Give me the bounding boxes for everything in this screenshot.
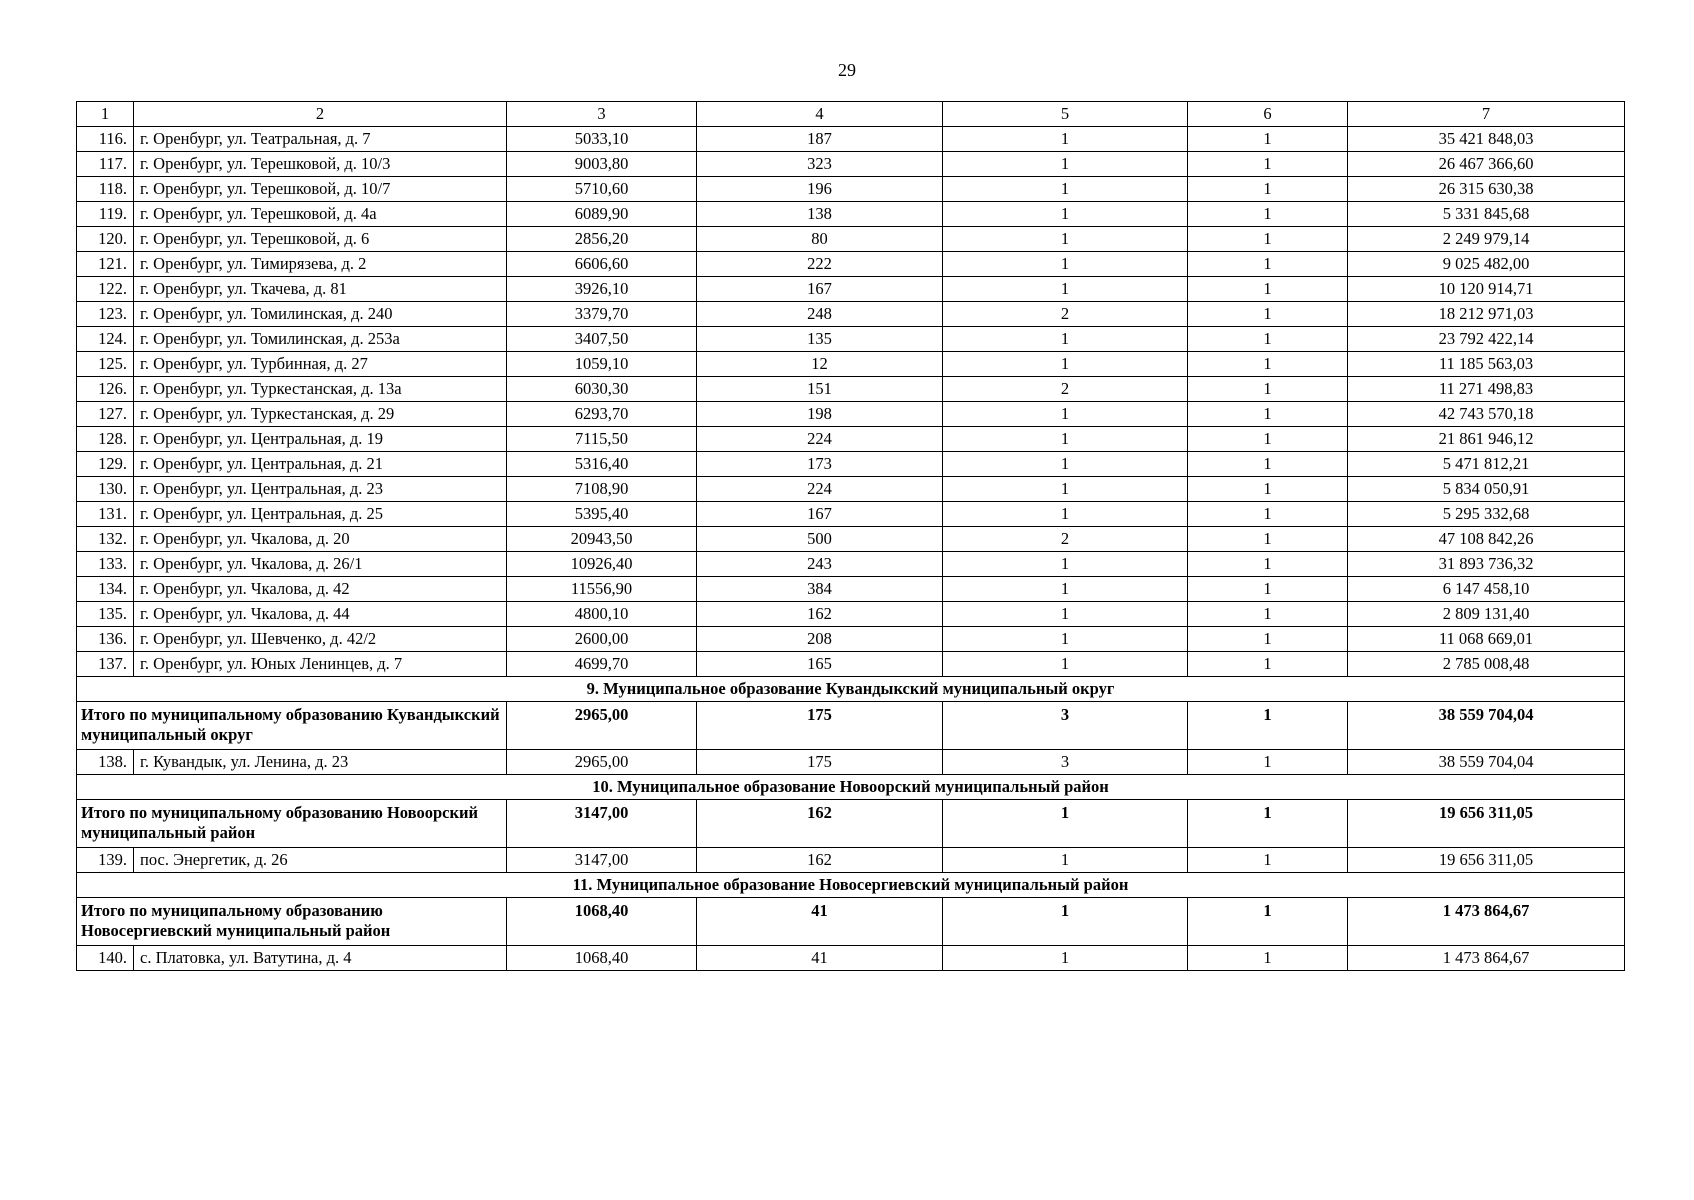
- table-cell: 1: [1188, 627, 1348, 652]
- table-cell: 127.: [77, 402, 134, 427]
- table-cell: 323: [697, 152, 943, 177]
- table-cell: 1: [1188, 227, 1348, 252]
- table-cell: 1: [943, 602, 1188, 627]
- table-cell: 139.: [77, 848, 134, 873]
- table-row: [77, 152, 1625, 177]
- table-cell: 5 834 050,91: [1348, 477, 1625, 502]
- table-cell: 1: [1188, 127, 1348, 152]
- table-row: [77, 602, 1625, 627]
- table-row: [77, 277, 1625, 302]
- table-cell: 6606,60: [507, 252, 697, 277]
- table-row: [77, 202, 1625, 227]
- table-cell: 384: [697, 577, 943, 602]
- table-cell: 1: [1188, 152, 1348, 177]
- column-number: 1: [77, 102, 134, 127]
- table-cell: 1: [1188, 602, 1348, 627]
- table-row: [77, 946, 1625, 971]
- section-heading-row: [77, 775, 1625, 800]
- table-cell: 129.: [77, 452, 134, 477]
- table-cell: 1: [943, 127, 1188, 152]
- table-cell: 9 025 482,00: [1348, 252, 1625, 277]
- table-cell: 2965,00: [507, 750, 697, 775]
- table-cell: 2 809 131,40: [1348, 602, 1625, 627]
- table-cell: 3407,50: [507, 327, 697, 352]
- table-cell: 1: [1188, 252, 1348, 277]
- table-row: [77, 452, 1625, 477]
- table-cell: 4699,70: [507, 652, 697, 677]
- table-cell: г. Оренбург, ул. Чкалова, д. 42: [134, 577, 507, 602]
- table-cell: 5 295 332,68: [1348, 502, 1625, 527]
- table-cell: 151: [697, 377, 943, 402]
- table-cell: 1: [1188, 577, 1348, 602]
- section-total-cell: 1: [1188, 800, 1348, 848]
- table-cell: г. Оренбург, ул. Центральная, д. 21: [134, 452, 507, 477]
- table-cell: 124.: [77, 327, 134, 352]
- section-total-cell: 1: [1188, 702, 1348, 750]
- table-cell: 5033,10: [507, 127, 697, 152]
- table-cell: 243: [697, 552, 943, 577]
- table-cell: 1: [943, 327, 1188, 352]
- table-cell: 1: [943, 227, 1188, 252]
- table-cell: 7108,90: [507, 477, 697, 502]
- table-row: [77, 377, 1625, 402]
- table-cell: 1: [1188, 652, 1348, 677]
- table-cell: 2: [943, 377, 1188, 402]
- table-cell: 1: [1188, 946, 1348, 971]
- table-cell: 12: [697, 352, 943, 377]
- section-heading-row: [77, 677, 1625, 702]
- table-cell: 38 559 704,04: [1348, 750, 1625, 775]
- table-cell: г. Оренбург, ул. Чкалова, д. 20: [134, 527, 507, 552]
- table-cell: 41: [697, 946, 943, 971]
- table-cell: 1: [943, 577, 1188, 602]
- table-cell: 7115,50: [507, 427, 697, 452]
- table-cell: 3147,00: [507, 848, 697, 873]
- table-row: [77, 527, 1625, 552]
- section-total-cell: 162: [697, 800, 943, 848]
- table-cell: 138: [697, 202, 943, 227]
- table-cell: 31 893 736,32: [1348, 552, 1625, 577]
- table-row: [77, 502, 1625, 527]
- table-cell: 1: [943, 277, 1188, 302]
- column-number: 2: [134, 102, 507, 127]
- table-cell: 125.: [77, 352, 134, 377]
- table-cell: 11 068 669,01: [1348, 627, 1625, 652]
- table-cell: 198: [697, 402, 943, 427]
- table-cell: 132.: [77, 527, 134, 552]
- table-cell: 135.: [77, 602, 134, 627]
- table-cell: 26 315 630,38: [1348, 177, 1625, 202]
- table-cell: 42 743 570,18: [1348, 402, 1625, 427]
- table-cell: 1: [1188, 302, 1348, 327]
- table-row: [77, 577, 1625, 602]
- table-cell: 18 212 971,03: [1348, 302, 1625, 327]
- table-cell: 1: [943, 202, 1188, 227]
- table-cell: г. Оренбург, ул. Туркестанская, д. 13а: [134, 377, 507, 402]
- table-cell: 222: [697, 252, 943, 277]
- table-cell: 1068,40: [507, 946, 697, 971]
- table-cell: 5 471 812,21: [1348, 452, 1625, 477]
- table-cell: 1: [943, 502, 1188, 527]
- table-cell: 134.: [77, 577, 134, 602]
- table-cell: 1: [943, 352, 1188, 377]
- table-cell: 175: [697, 750, 943, 775]
- table-cell: г. Оренбург, ул. Томилинская, д. 253а: [134, 327, 507, 352]
- table-cell: 26 467 366,60: [1348, 152, 1625, 177]
- table-cell: 6030,30: [507, 377, 697, 402]
- table-cell: 2: [943, 302, 1188, 327]
- table-cell: 133.: [77, 552, 134, 577]
- column-number: 7: [1348, 102, 1625, 127]
- section-total-cell: 1 473 864,67: [1348, 898, 1625, 946]
- table-cell: г. Оренбург, ул. Юных Ленинцев, д. 7: [134, 652, 507, 677]
- table-cell: г. Оренбург, ул. Терешковой, д. 10/3: [134, 152, 507, 177]
- table-cell: 162: [697, 848, 943, 873]
- section-heading: 10. Муниципальное образование Новоорский муниципальный район: [77, 775, 1625, 800]
- page-number: 29: [838, 60, 856, 80]
- table-cell: 9003,80: [507, 152, 697, 177]
- table-cell: 47 108 842,26: [1348, 527, 1625, 552]
- table-row: [77, 252, 1625, 277]
- table-row: [77, 327, 1625, 352]
- table-cell: 10 120 914,71: [1348, 277, 1625, 302]
- section-heading: 11. Муниципальное образование Новосергиевский муниципальный район: [77, 873, 1625, 898]
- table-cell: 1: [1188, 427, 1348, 452]
- section-total-row: [77, 800, 1625, 848]
- table-cell: 4800,10: [507, 602, 697, 627]
- table-cell: 3379,70: [507, 302, 697, 327]
- table-row: [77, 750, 1625, 775]
- section-heading-row: [77, 873, 1625, 898]
- table-cell: с. Платовка, ул. Ватутина, д. 4: [134, 946, 507, 971]
- table-cell: г. Оренбург, ул. Терешковой, д. 10/7: [134, 177, 507, 202]
- table-cell: 224: [697, 477, 943, 502]
- table-cell: 2 249 979,14: [1348, 227, 1625, 252]
- table-cell: 11 271 498,83: [1348, 377, 1625, 402]
- section-total-row: [77, 702, 1625, 750]
- table-cell: 1: [943, 652, 1188, 677]
- table-cell: 20943,50: [507, 527, 697, 552]
- table-cell: г. Оренбург, ул. Чкалова, д. 26/1: [134, 552, 507, 577]
- table-cell: 1: [943, 402, 1188, 427]
- table-cell: 1: [1188, 177, 1348, 202]
- table-cell: 1: [1188, 552, 1348, 577]
- table-cell: 187: [697, 127, 943, 152]
- table-cell: 1: [1188, 352, 1348, 377]
- table-cell: 2856,20: [507, 227, 697, 252]
- table-row: [77, 477, 1625, 502]
- table-cell: г. Оренбург, ул. Центральная, д. 19: [134, 427, 507, 452]
- table-cell: 1: [1188, 377, 1348, 402]
- table-cell: 135: [697, 327, 943, 352]
- table-cell: 116.: [77, 127, 134, 152]
- table-cell: 3: [943, 750, 1188, 775]
- table-cell: 1: [943, 152, 1188, 177]
- table-cell: 1: [943, 252, 1188, 277]
- column-number-row: [77, 102, 1625, 127]
- table-cell: 123.: [77, 302, 134, 327]
- table-cell: 35 421 848,03: [1348, 127, 1625, 152]
- section-total-cell: 41: [697, 898, 943, 946]
- column-number: 6: [1188, 102, 1348, 127]
- table-cell: г. Оренбург, ул. Томилинская, д. 240: [134, 302, 507, 327]
- table-cell: 1: [1188, 750, 1348, 775]
- table-row: [77, 652, 1625, 677]
- table-cell: 1: [943, 177, 1188, 202]
- table-row: [77, 627, 1625, 652]
- table-cell: 1: [943, 452, 1188, 477]
- table-cell: 2: [943, 527, 1188, 552]
- table-cell: 1: [1188, 277, 1348, 302]
- table-cell: 2600,00: [507, 627, 697, 652]
- table-cell: 1: [943, 627, 1188, 652]
- table-row: [77, 227, 1625, 252]
- table-cell: 208: [697, 627, 943, 652]
- table-cell: 130.: [77, 477, 134, 502]
- section-total-row: [77, 898, 1625, 946]
- table-cell: г. Оренбург, ул. Туркестанская, д. 29: [134, 402, 507, 427]
- section-total-label: Итого по муниципальному образованию Новосергиевский муниципальный район: [77, 898, 507, 946]
- table-cell: 121.: [77, 252, 134, 277]
- table-row: [77, 427, 1625, 452]
- table-cell: 6089,90: [507, 202, 697, 227]
- section-total-cell: 3147,00: [507, 800, 697, 848]
- table-cell: 1: [943, 427, 1188, 452]
- table-cell: 1059,10: [507, 352, 697, 377]
- table-row: [77, 848, 1625, 873]
- table-cell: 1: [1188, 848, 1348, 873]
- table-cell: 11556,90: [507, 577, 697, 602]
- table-row: [77, 177, 1625, 202]
- column-number: 4: [697, 102, 943, 127]
- table-cell: 138.: [77, 750, 134, 775]
- table-cell: 3926,10: [507, 277, 697, 302]
- table-cell: 122.: [77, 277, 134, 302]
- table-cell: 5316,40: [507, 452, 697, 477]
- table-cell: 1: [943, 946, 1188, 971]
- table-cell: 1: [1188, 502, 1348, 527]
- table-cell: 117.: [77, 152, 134, 177]
- table-cell: 1 473 864,67: [1348, 946, 1625, 971]
- table-cell: 167: [697, 277, 943, 302]
- table-cell: 80: [697, 227, 943, 252]
- section-total-cell: 19 656 311,05: [1348, 800, 1625, 848]
- table-cell: г. Оренбург, ул. Чкалова, д. 44: [134, 602, 507, 627]
- table-cell: 196: [697, 177, 943, 202]
- table-cell: 5 331 845,68: [1348, 202, 1625, 227]
- table-cell: 162: [697, 602, 943, 627]
- table-cell: 1: [1188, 202, 1348, 227]
- column-number: 5: [943, 102, 1188, 127]
- table-cell: г. Оренбург, ул. Терешковой, д. 4а: [134, 202, 507, 227]
- table-cell: 1: [1188, 327, 1348, 352]
- table-row: [77, 352, 1625, 377]
- table-cell: 118.: [77, 177, 134, 202]
- table-cell: 248: [697, 302, 943, 327]
- table-cell: г. Оренбург, ул. Театральная, д. 7: [134, 127, 507, 152]
- table-cell: г. Оренбург, ул. Тимирязева, д. 2: [134, 252, 507, 277]
- table-cell: г. Оренбург, ул. Центральная, д. 25: [134, 502, 507, 527]
- table-row: [77, 302, 1625, 327]
- table-cell: г. Оренбург, ул. Турбинная, д. 27: [134, 352, 507, 377]
- table-cell: 1: [943, 552, 1188, 577]
- table-cell: 6293,70: [507, 402, 697, 427]
- table-row: [77, 127, 1625, 152]
- table-cell: г. Оренбург, ул. Терешковой, д. 6: [134, 227, 507, 252]
- table-cell: 173: [697, 452, 943, 477]
- table-cell: 167: [697, 502, 943, 527]
- table-cell: 128.: [77, 427, 134, 452]
- section-total-label: Итого по муниципальному образованию Кувандыкский муниципальный округ: [77, 702, 507, 750]
- section-total-cell: 1: [943, 800, 1188, 848]
- table-cell: пос. Энергетик, д. 26: [134, 848, 507, 873]
- table-cell: г. Кувандык, ул. Ленина, д. 23: [134, 750, 507, 775]
- table-cell: г. Оренбург, ул. Ткачева, д. 81: [134, 277, 507, 302]
- table-cell: 2 785 008,48: [1348, 652, 1625, 677]
- section-total-cell: 3: [943, 702, 1188, 750]
- section-heading: 9. Муниципальное образование Кувандыкский муниципальный округ: [77, 677, 1625, 702]
- table-row: [77, 552, 1625, 577]
- section-total-cell: 1: [1188, 898, 1348, 946]
- column-number: 3: [507, 102, 697, 127]
- table-cell: 224: [697, 427, 943, 452]
- table-cell: 11 185 563,03: [1348, 352, 1625, 377]
- table-cell: 1: [1188, 402, 1348, 427]
- table-cell: 23 792 422,14: [1348, 327, 1625, 352]
- data-table: [76, 101, 1625, 971]
- table-cell: 1: [943, 848, 1188, 873]
- table-cell: 19 656 311,05: [1348, 848, 1625, 873]
- section-total-label: Итого по муниципальному образованию Новоорский муниципальный район: [77, 800, 507, 848]
- table-cell: 131.: [77, 502, 134, 527]
- section-total-cell: 1: [943, 898, 1188, 946]
- table-cell: 5395,40: [507, 502, 697, 527]
- table-cell: 1: [1188, 452, 1348, 477]
- table-row: [77, 402, 1625, 427]
- table-cell: 1: [1188, 527, 1348, 552]
- table-cell: 136.: [77, 627, 134, 652]
- table-cell: 126.: [77, 377, 134, 402]
- table-cell: 120.: [77, 227, 134, 252]
- table-cell: 165: [697, 652, 943, 677]
- table-cell: 1: [943, 477, 1188, 502]
- table-cell: 21 861 946,12: [1348, 427, 1625, 452]
- table-cell: г. Оренбург, ул. Центральная, д. 23: [134, 477, 507, 502]
- table-cell: 500: [697, 527, 943, 552]
- table-cell: 1: [1188, 477, 1348, 502]
- section-total-cell: 1068,40: [507, 898, 697, 946]
- table-body: [77, 102, 1625, 971]
- section-total-cell: 2965,00: [507, 702, 697, 750]
- table-cell: 140.: [77, 946, 134, 971]
- table-cell: 5710,60: [507, 177, 697, 202]
- table-cell: 137.: [77, 652, 134, 677]
- section-total-cell: 38 559 704,04: [1348, 702, 1625, 750]
- table-cell: г. Оренбург, ул. Шевченко, д. 42/2: [134, 627, 507, 652]
- table-cell: 10926,40: [507, 552, 697, 577]
- table-cell: 119.: [77, 202, 134, 227]
- table-cell: 6 147 458,10: [1348, 577, 1625, 602]
- section-total-cell: 175: [697, 702, 943, 750]
